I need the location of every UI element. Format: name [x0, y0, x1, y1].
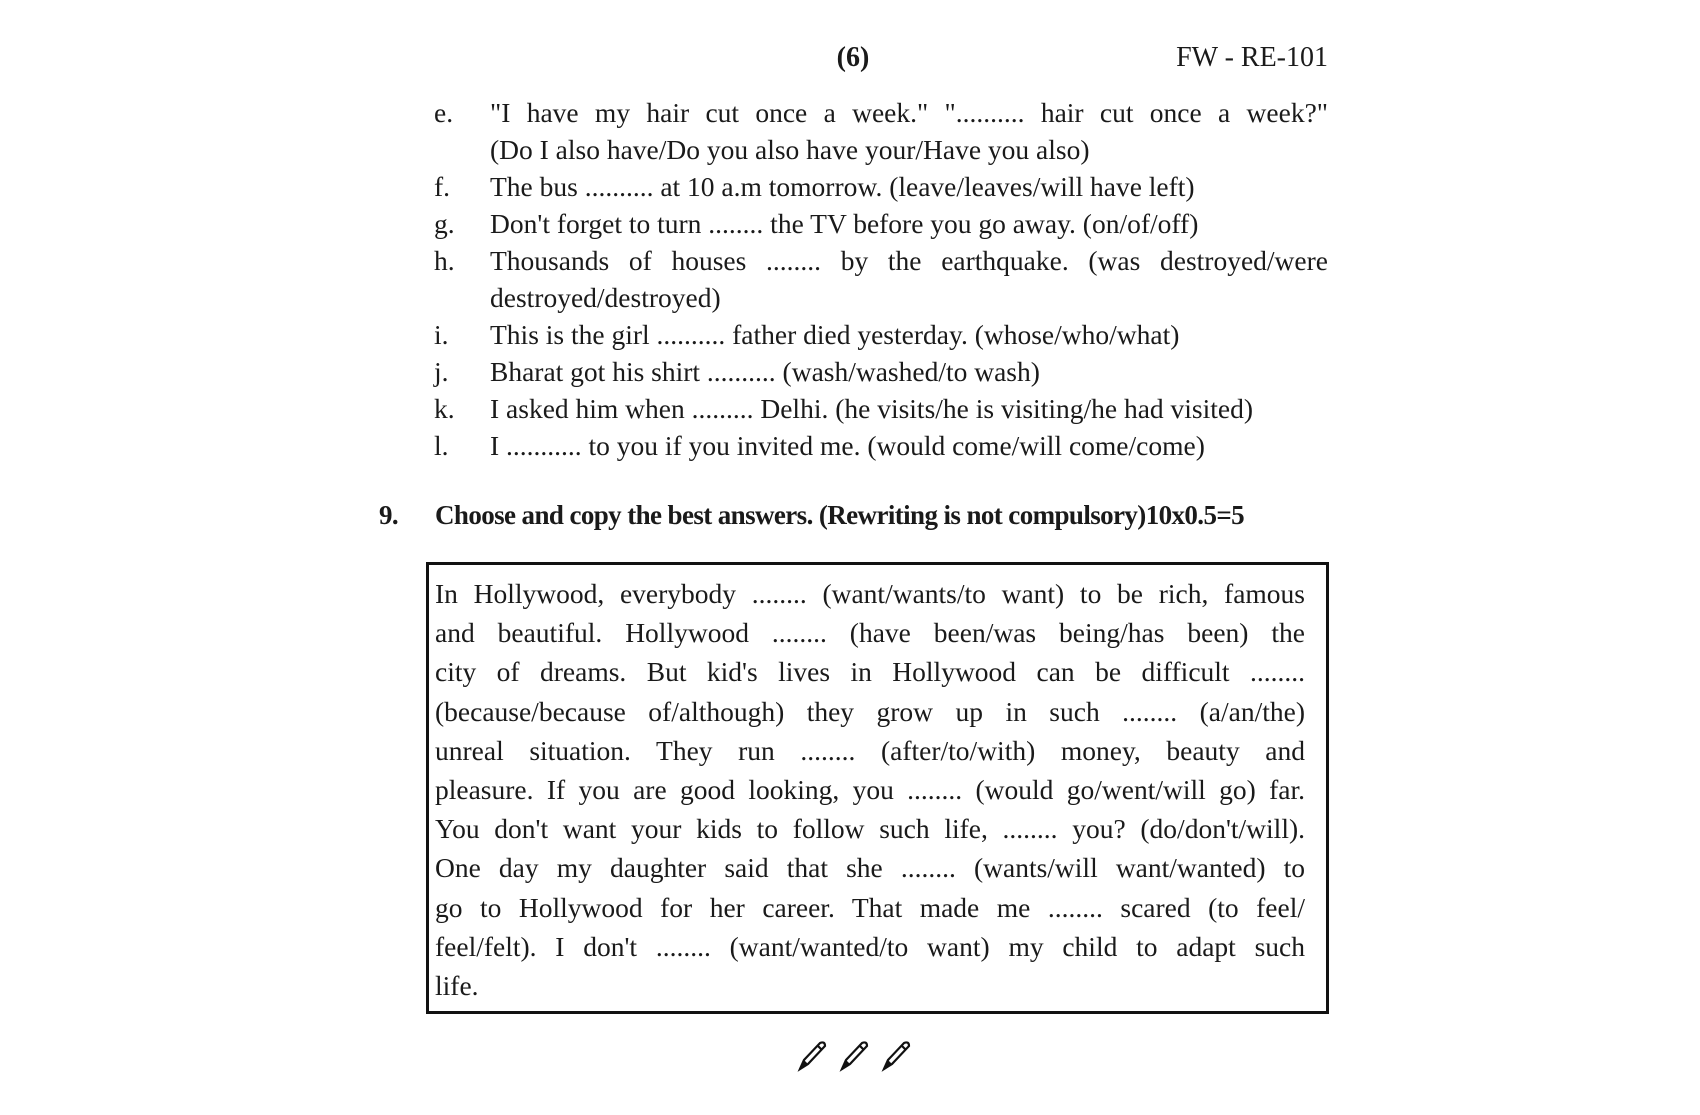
item-letter: e. — [434, 97, 454, 128]
pen-nib-icon — [836, 1038, 872, 1079]
passage-text — [435, 574, 1305, 1005]
item-text: Bharat got his shirt .......... (wash/washed/to wash) — [490, 356, 1040, 387]
item-letter: g. — [434, 208, 455, 239]
item-letter: i. — [434, 319, 449, 350]
question-item — [434, 390, 1328, 427]
question-list — [434, 94, 1328, 464]
page-number: (6) — [836, 42, 870, 73]
passage-line: (because/because of/although) they grow up in such ........ (a/an/the) — [435, 695, 1305, 727]
passage-line: go to Hollywood for her career. That made me ........ scared (to feel/ — [435, 891, 1305, 923]
item-text: (Do I also have/Do you also have your/Have you also) — [490, 134, 1090, 165]
question-instruction: Choose and copy the best answers. (Rewriting is not compulsory)10x0.5=5 — [435, 500, 1245, 530]
item-text: destroyed/destroyed) — [490, 282, 721, 313]
item-letter: k. — [434, 393, 455, 424]
item-text: "I have my hair cut once a week." ".......... hair cut once a week?" — [490, 97, 1328, 128]
passage-line: In Hollywood, everybody ........ (want/wants/to want) to be rich, famous — [435, 578, 1305, 609]
passage-line: life. — [435, 970, 479, 1002]
question-item — [434, 316, 1328, 353]
question-item — [434, 353, 1328, 390]
passage-line: You don't want your kids to follow such life, ........ you? (do/don't/will). — [435, 813, 1305, 845]
paper-code: FW - RE-101 — [1176, 42, 1328, 73]
passage-line: pleasure. If you are good looking, you ........ (would go/went/will go) far. — [435, 774, 1305, 806]
question-number: 9. — [379, 500, 399, 530]
item-letter: h. — [434, 245, 455, 276]
passage-line: feel/felt). I don't ........ (want/wanted/to want) my child to adapt such — [435, 930, 1305, 962]
question-item — [434, 168, 1328, 205]
passage-line: and beautiful. Hollywood ........ (have been/was being/has been) the — [435, 617, 1305, 649]
passage-line: One day my daughter said that she ........ (wants/will want/wanted) to — [435, 852, 1305, 884]
passage-line: city of dreams. But kid's lives in Hollywood can be difficult ........ — [435, 656, 1305, 688]
item-letter: j. — [434, 356, 449, 387]
question-item — [434, 94, 1328, 168]
item-text: Don't forget to turn ........ the TV before you go away. (on/of/off) — [490, 208, 1199, 239]
pen-nib-icon — [878, 1038, 914, 1079]
question-item — [434, 427, 1328, 464]
question-item — [434, 205, 1328, 242]
passage-line: unreal situation. They run ........ (after/to/with) money, beauty and — [435, 734, 1305, 766]
end-ornament — [794, 1038, 914, 1079]
item-text: I asked him when ......... Delhi. (he visits/he is visiting/he had visited) — [490, 393, 1254, 424]
item-letter: l. — [434, 430, 449, 461]
item-letter: f. — [434, 171, 451, 202]
pen-nib-icon — [794, 1038, 830, 1079]
question-9-heading — [379, 500, 1329, 531]
question-item — [434, 242, 1328, 316]
item-text: Thousands of houses ........ by the earthquake. (was destroyed/were — [490, 245, 1328, 276]
item-text: This is the girl .......... father died yesterday. (whose/who/what) — [490, 319, 1180, 350]
item-text: The bus .......... at 10 a.m tomorrow. (leave/leaves/will have left) — [490, 171, 1195, 202]
item-text: I ........... to you if you invited me. (would come/will come/come) — [490, 430, 1205, 461]
